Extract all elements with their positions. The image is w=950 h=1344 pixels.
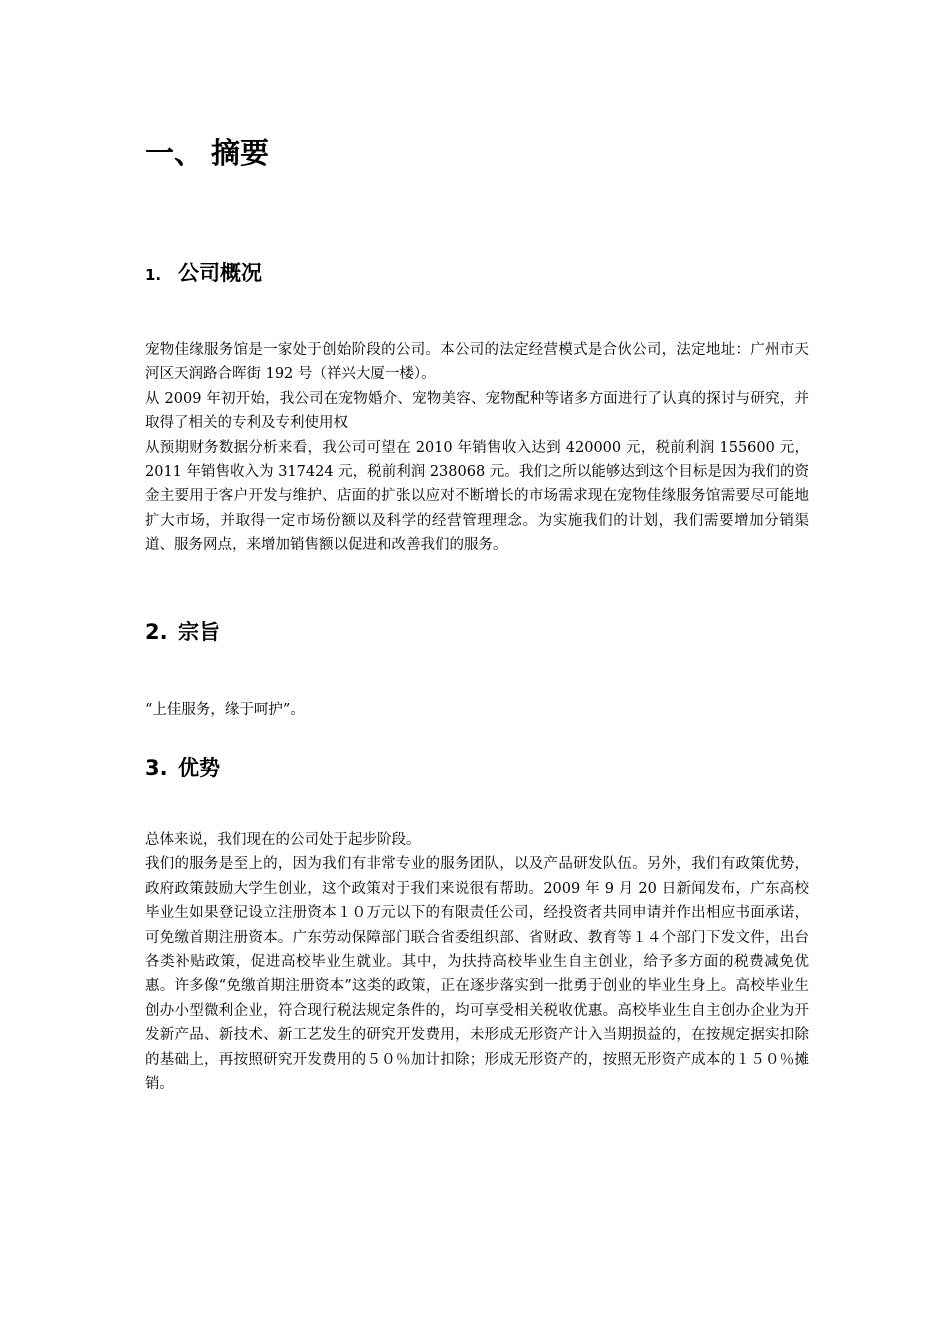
section-body-purpose [145,698,809,722]
title-number: 一、 [145,136,204,170]
title-text: 摘要 [211,136,270,170]
paragraph: 从 2009 年初开始，我公司在宠物婚介、宠物美容、宠物配种等诸多方面进行了认真的探讨与研究，并取得了相关的专利及专利使用权 [145,390,809,432]
section-title: 公司概况 [178,261,262,285]
section-heading-purpose [145,617,220,647]
section-body-advantages [145,828,809,1096]
section-number: 2. [145,620,168,644]
section-heading-overview [145,258,262,290]
paragraph: 总体来说，我们现在的公司处于起步阶段。 [145,832,421,848]
paragraph: 我们的服务是至上的，因为我们有非常专业的服务团队，以及产品研发队伍。另外，我们有政策优势，政府政策鼓励大学生创业，这个政策对于我们来说很有帮助。2009 年 9 月 20 日新闻发布，广东高校毕业生如果登记设立注册资本１０万元以下的有限责任公司，经投资者共同申请并作出相应书面承诺，可免缴首期注册资本。广东劳动保障部门联合省委组织部、省财政、教育等１４个部门下发文件，出台各类补贴政策，促进高校毕业生就业。其中，为扶持高校毕业生自主创业，给予多方面的税费减免优惠。许多像“免缴首期注册资本”这类的政策，正在逐步落实到一批勇于创业的毕业生身上。高校毕业生创办小型微利企业，符合现行税法规定条件的，均可享受相关税收优惠。高校毕业生自主创办企业为开发新产品、新技术、新工艺发生的研究开发费用，未形成无形资产计入当期损益的，在按规定据实扣除的基础上，再按照研究开发费用的５０％加计扣除；形成无形资产的，按照无形资产成本的１５０％摊销。 [145,856,809,1093]
section-heading-advantages [145,753,220,783]
section-number: 3. [145,756,168,780]
section-title: 优势 [178,756,220,780]
section-title: 宗旨 [178,620,220,644]
paragraph: 从预期财务数据分析来看，我公司可望在 2010 年销售收入达到 420000 元，税前利润 155600 元，2011 年销售收入为 317424 元，税前利润 238068 元。我们之所以能够达到这个目标是因为我们的资金主要用于客户开发与维护、店面的扩张以应对不断增长的市场需求现在宠物佳缘服务馆需要尽可能地扩大市场，并取得一定市场份额以及科学的经营管理理念。为实施我们的计划，我们需要增加分销渠道、服务网点，来增加销售额以促进和改善我们的服务。 [145,439,809,554]
section-body-overview [145,338,809,558]
page-title [145,133,269,173]
paragraph: 宠物佳缘服务馆是一家处于创始阶段的公司。本公司的法定经营模式是合伙公司，法定地址：广州市天河区天润路合晖街 192 号（祥兴大厦一楼）。 [145,342,809,383]
section-number: 1. [145,266,162,284]
paragraph: “上佳服务，缘于呵护”。 [145,702,305,718]
